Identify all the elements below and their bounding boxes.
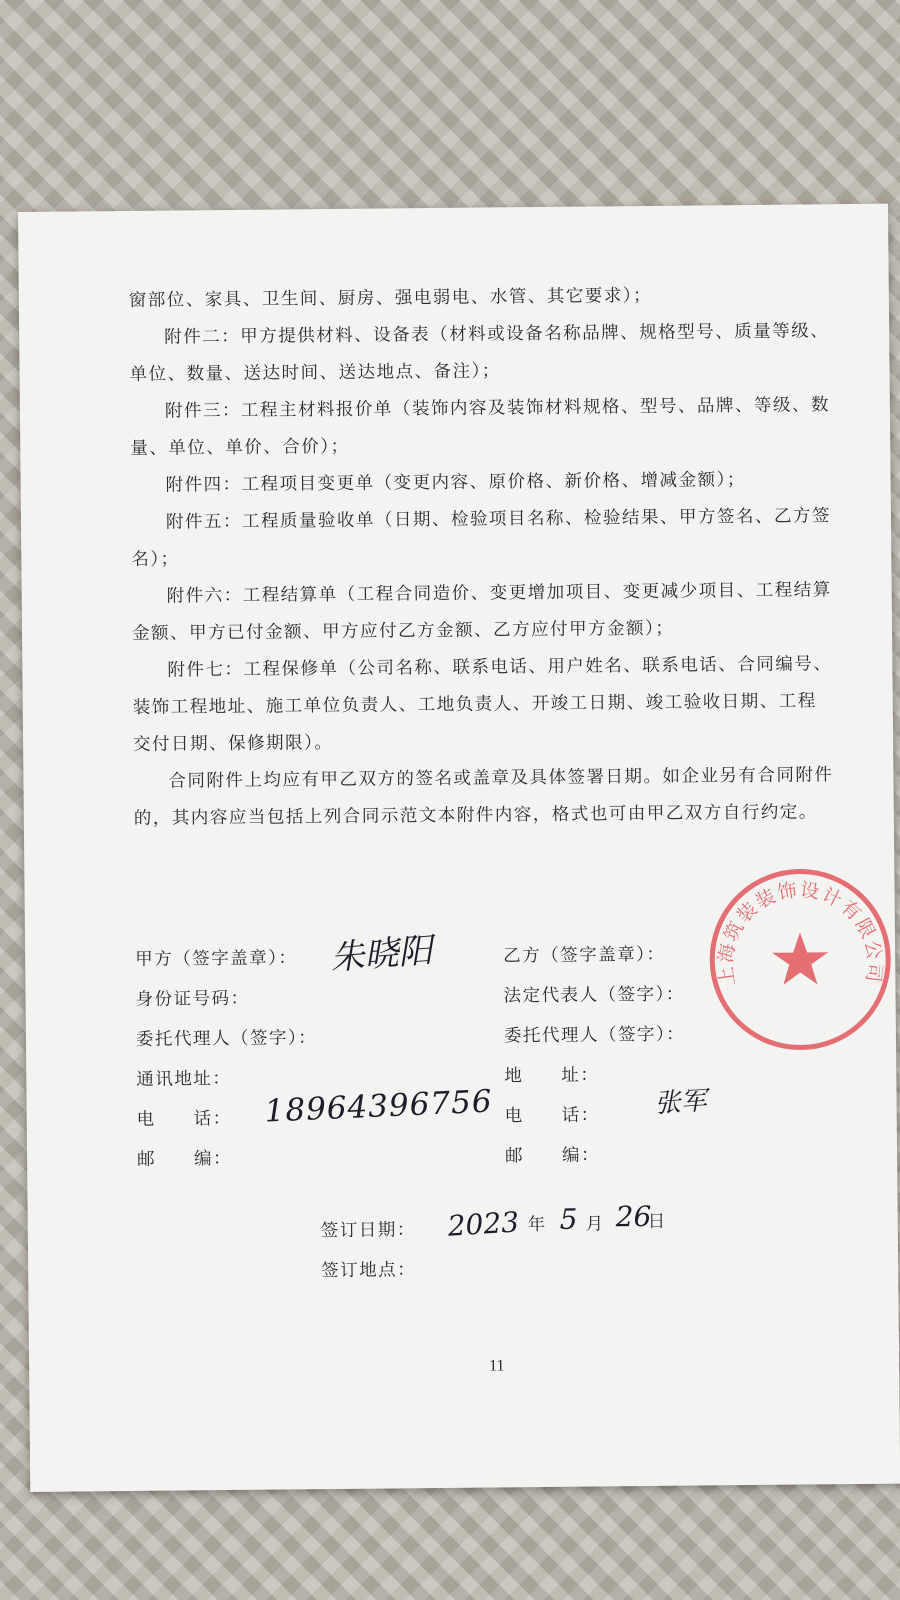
- paragraph-attachment-note: 合同附件上均应有甲乙双方的签名或盖章及具体签署日期。如企业另有合同附件的，其内容应当包括上列合同示范文本附件内容，格式也可由甲乙双方自行约定。: [133, 765, 834, 829]
- party-b-phone-label: 电 话：: [504, 1105, 600, 1127]
- svg-text:上海筑装装饰设计有限公司: 上海筑装装饰设计有限公司: [714, 878, 886, 988]
- party-b-postcode-label: 邮 编：: [504, 1145, 601, 1167]
- paragraph-attachment-5: 附件五：工程质量验收单（日期、检验项目名称、检验结果、甲方签名、乙方签名）；: [131, 506, 832, 570]
- signing-day-handwritten: 26: [615, 1199, 652, 1234]
- party-b-legal-rep-label: 法定代表人（签字）：: [503, 984, 685, 1007]
- signing-year-char: 年: [527, 1214, 547, 1236]
- signing-day-char: 日: [647, 1211, 667, 1233]
- party-a-address-label: 通讯地址：: [136, 1068, 232, 1090]
- company-seal-stamp: [704, 864, 896, 1056]
- party-a-phone-handwritten: 18964396756: [263, 1083, 494, 1130]
- signing-month-handwritten: 5: [559, 1202, 578, 1236]
- page-number: 11: [489, 1357, 505, 1375]
- signing-date-label: 签订日期：: [320, 1220, 416, 1242]
- party-b-agent-label: 委托代理人（签字）：: [503, 1024, 686, 1047]
- party-a-id-label: 身份证号码：: [135, 988, 250, 1010]
- signing-month-char: 月: [585, 1214, 605, 1235]
- party-b-address-label: 地 址：: [504, 1065, 600, 1087]
- paragraph-attachment-7: 附件七：工程保修单（公司名称、联系电话、用户姓名、联系电话、合同编号、装饰工程地址、施工单位负责人、工地负责人、开竣工日期、竣工验收日期、工程交付日期、保修期限）。: [132, 654, 833, 755]
- party-a-sign-label: 甲方（签字盖章）：: [135, 948, 298, 970]
- party-a-signature: 朱晓阳: [328, 930, 434, 979]
- signing-year-handwritten: 2023: [446, 1205, 520, 1243]
- attachments-text: [129, 276, 834, 838]
- party-b-sign-label: 乙方（签字盖章）：: [503, 944, 666, 967]
- party-a-postcode-label: 邮 编：: [137, 1148, 233, 1170]
- document-page: [18, 204, 900, 1492]
- party-b-signature: 张军: [653, 1086, 708, 1120]
- paragraph-attachment-2: 附件二：甲方提供材料、设备表（材料或设备名称品牌、规格型号、质量等级、单位、数量、送达时间、送达地点、备注）；: [129, 321, 830, 385]
- paragraph-attachment-3: 附件三：工程主材料报价单（装饰内容及装饰材料规格、型号、品牌、等级、数量、单位、单价、合价）；: [130, 395, 830, 459]
- signing-place-label: 签订地点：: [321, 1260, 417, 1282]
- party-a-agent-label: 委托代理人（签字）：: [135, 1028, 318, 1050]
- party-a-phone-label: 电 话：: [136, 1108, 232, 1130]
- paragraph-1: 窗部位、家具、卫生间、厨房、强电弱电、水管、其它要求）；: [128, 285, 653, 311]
- seal-star-icon: [772, 932, 828, 985]
- paragraph-attachment-6: 附件六：工程结算单（工程合同造价、变更增加项目、变更减少项目、工程结算金额、甲方已付金额、甲方应付乙方金额、乙方应付甲方金额）；: [131, 580, 832, 644]
- paragraph-attachment-4: 附件四：工程项目变更单（变更内容、原价格、新价格、增减金额）；: [165, 470, 746, 496]
